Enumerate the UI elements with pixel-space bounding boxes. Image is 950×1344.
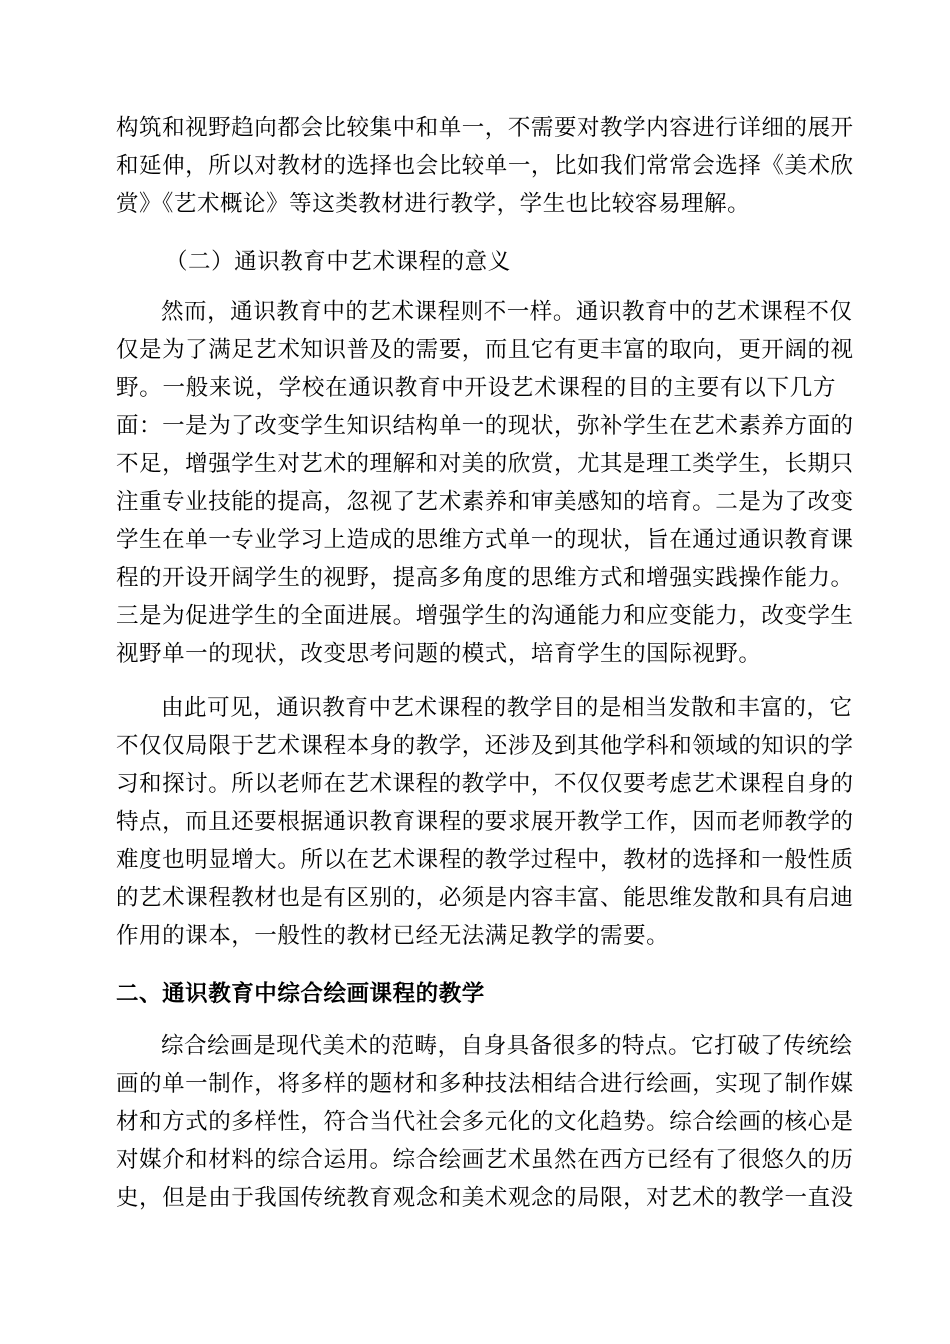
text-line: 面：一是为了改变学生知识结构单一的现状，弥补学生在艺术素养方面的 [116,413,854,439]
text-line: 三是为促进学生的全面进展。增强学生的沟通能力和应变能力，改变学生 [116,603,854,629]
text-line: 学生在单一专业学习上造成的思维方式单一的现状，旨在通过通识教育课 [116,527,854,553]
text-line: 不足，增强学生对艺术的理解和对美的欣赏，尤其是理工类学生，长期只 [116,451,854,477]
subsection-heading: （二）通识教育中艺术课程的意义 [165,249,511,275]
text-line: 特点，而且还要根据通识教育课程的要求展开教学工作，因而老师教学的 [116,809,854,835]
text-line: 不仅仅局限于艺术课程本身的教学，还涉及到其他学科和领域的知识的学 [116,733,854,759]
text-line: 画的单一制作，将多样的题材和多种技法相结合进行绘画，实现了制作媒 [116,1071,854,1097]
text-line: 构筑和视野趋向都会比较集中和单一，不需要对教学内容进行详细的展开 [116,115,854,141]
text-line: 野。一般来说，学校在通识教育中开设艺术课程的目的主要有以下几方 [116,375,836,401]
text-line: 的艺术课程教材也是有区别的，必须是内容丰富、能思维发散和具有启迪 [116,885,854,911]
text-line: 习和探讨。所以老师在艺术课程的教学中，不仅仅要考虑艺术课程自身的 [116,771,854,797]
text-line: 程的开设开阔学生的视野，提高多角度的思维方式和增强实践操作能力。 [116,565,854,591]
text-line: 难度也明显增大。所以在艺术课程的教学过程中，教材的选择和一般性质 [116,847,854,873]
text-line: 赏》《艺术概论》等这类教材进行教学，学生也比较容易理解。 [116,191,751,217]
text-line: 和延伸，所以对教材的选择也会比较单一，比如我们常常会选择《美术欣 [116,153,854,179]
text-line: 史，但是由于我国传统教育观念和美术观念的局限，对艺术的教学一直没 [116,1185,854,1211]
text-line: 由此可见，通识教育中艺术课程的教学目的是相当发散和丰富的，它 [161,695,853,721]
text-line: 材和方式的多样性，符合当代社会多元化的文化趋势。综合绘画的核心是 [116,1109,854,1135]
section-heading: 二、通识教育中综合绘画课程的教学 [116,981,485,1007]
text-line: 视野单一的现状，改变思考问题的模式，培育学生的国际视野。 [116,641,762,667]
text-line: 注重专业技能的提高，忽视了艺术素养和审美感知的培育。二是为了改变 [116,489,854,515]
text-line: 综合绘画是现代美术的范畴，自身具备很多的特点。它打破了传统绘 [161,1033,853,1059]
text-line: 作用的课本，一般性的教材已经无法满足教学的需要。 [116,923,670,949]
text-line: 仅是为了满足艺术知识普及的需要，而且它有更丰富的取向，更开阔的视 [116,337,854,363]
text-line: 对媒介和材料的综合运用。综合绘画艺术虽然在西方已经有了很悠久的历 [116,1147,854,1173]
text-line: 然而，通识教育中的艺术课程则不一样。通识教育中的艺术课程不仅 [161,299,853,325]
